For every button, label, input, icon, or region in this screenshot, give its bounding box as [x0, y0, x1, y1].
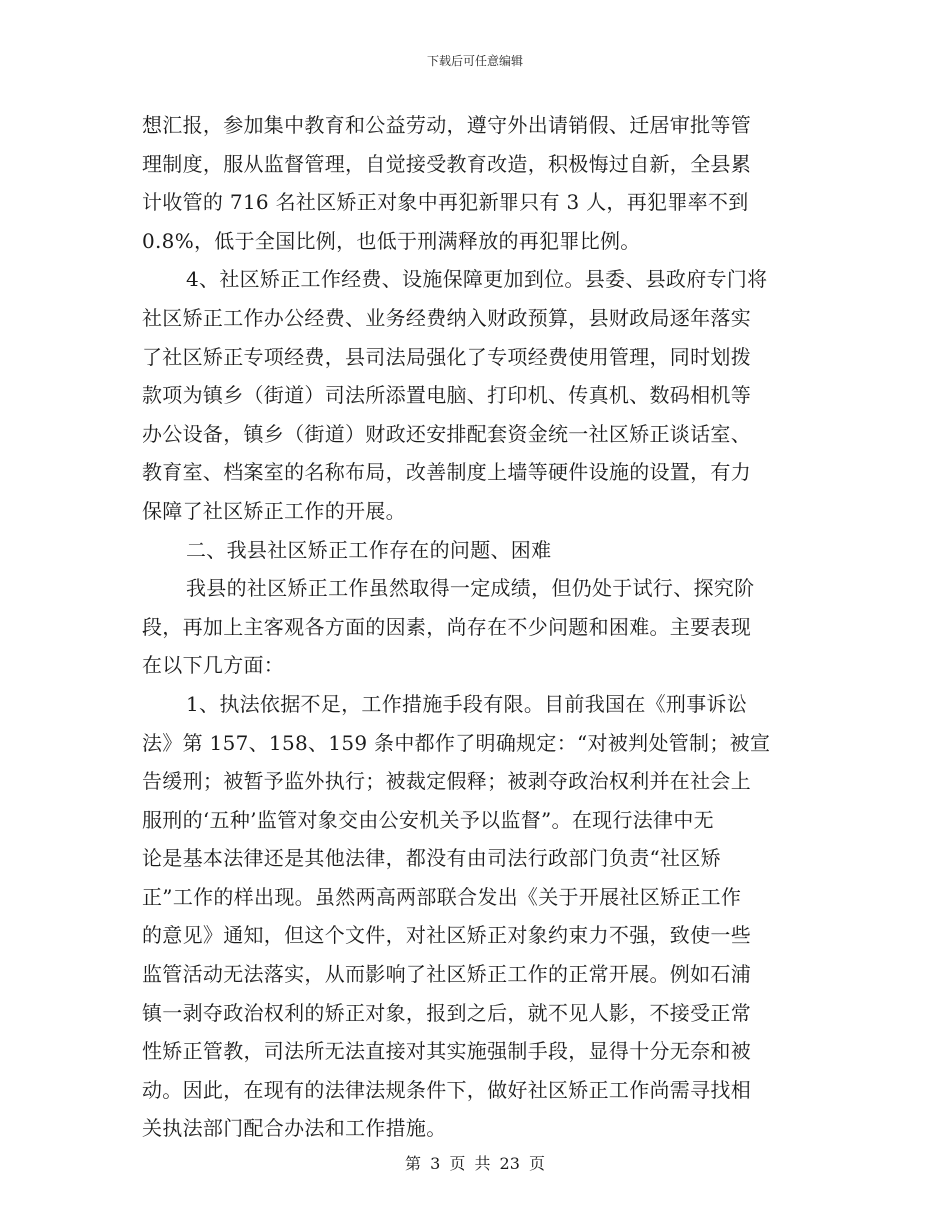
text-line: 告缓刑；被暂予监外执行；被裁定假释；被剥夺政治权利并在社会上 — [142, 769, 751, 794]
text-line: 了社区矫正专项经费，县司法局强化了专项经费使用管理，同时划拨 — [142, 344, 751, 369]
text-line: 论是基本法律还是其他法律，都没有由司法行政部门负责“社区矫 — [142, 846, 721, 871]
text-line: 段，再加上主客观各方面的因素，尚存在不少问题和困难。主要表现 — [142, 614, 751, 639]
text-line: 监管活动无法落实，从而影响了社区矫正工作的正常开展。例如石浦 — [142, 962, 751, 987]
text-line: 法》第 157、158、159 条中都作了明确规定：“对被判处管制；被宣 — [142, 730, 771, 755]
text-line: 0.8%，低于全国比例，也低于刑满释放的再犯罪比例。 — [142, 228, 641, 253]
paragraph-start-line: 我县的社区矫正工作虽然取得一定成绩，但仍处于试行、探究阶 — [186, 576, 755, 601]
text-line: 动。因此，在现有的法律法规条件下，做好社区矫正工作尚需寻找相 — [142, 1077, 751, 1102]
text-line: 教育室、档案室的名称布局，改善制度上墙等硬件设施的设置，有力 — [142, 460, 751, 485]
text-line: 的意见》通知，但这个文件，对社区矫正对象约束力不强，致使一些 — [142, 923, 751, 948]
text-line: 服刑的‘五种’监管对象交由公安机关予以监督”。在现行法律中无 — [142, 807, 714, 832]
text-line: 想汇报，参加集中教育和公益劳动，遵守外出请销假、迁居审批等管 — [142, 113, 751, 137]
document-body — [142, 106, 808, 1148]
text-line: 关执法部门配合办法和工作措施。 — [142, 1116, 447, 1141]
paragraph-start-line: 4、社区矫正工作经费、设施保障更加到位。县委、县政府专门将 — [186, 267, 768, 292]
text-line: 计收管的 716 名社区矫正对象中再犯新罪只有 3 人，再犯罪率不到 — [142, 190, 749, 215]
text-line: 保障了社区矫正工作的开展。 — [142, 498, 406, 523]
page-header: 下载后可任意编辑 — [426, 54, 523, 68]
page-number-footer: 第 3 页 共 23 页 — [405, 1154, 545, 1173]
text-line: 镇一剥夺政治权利的矫正对象，报到之后，就不见人影，不接受正常 — [142, 1000, 751, 1025]
paragraph-start-line: 1、执法依据不足，工作措施手段有限。目前我国在《刑事诉讼 — [186, 691, 748, 716]
section-heading: 二、我县社区矫正工作存在的问题、困难 — [186, 537, 552, 562]
text-line: 款项为镇乡（街道）司法所添置电脑、打印机、传真机、数码相机等 — [142, 383, 751, 408]
text-line: 社区矫正工作办公经费、业务经费纳入财政预算，县财政局逐年落实 — [142, 305, 751, 330]
text-line: 性矫正管教，司法所无法直接对其实施强制手段，显得十分无奈和被 — [142, 1039, 751, 1064]
text-line: 理制度，服从监督管理，自觉接受教育改造，积极悔过自新，全县累 — [142, 151, 751, 176]
text-line: 正”工作的样出现。虽然两高两部联合发出《关于开展社区矫正工作 — [142, 884, 742, 909]
text-line: 在以下几方面： — [142, 653, 285, 678]
text-line: 办公设备，镇乡（街道）财政还安排配套资金统一社区矫正谈话室、 — [142, 421, 751, 446]
